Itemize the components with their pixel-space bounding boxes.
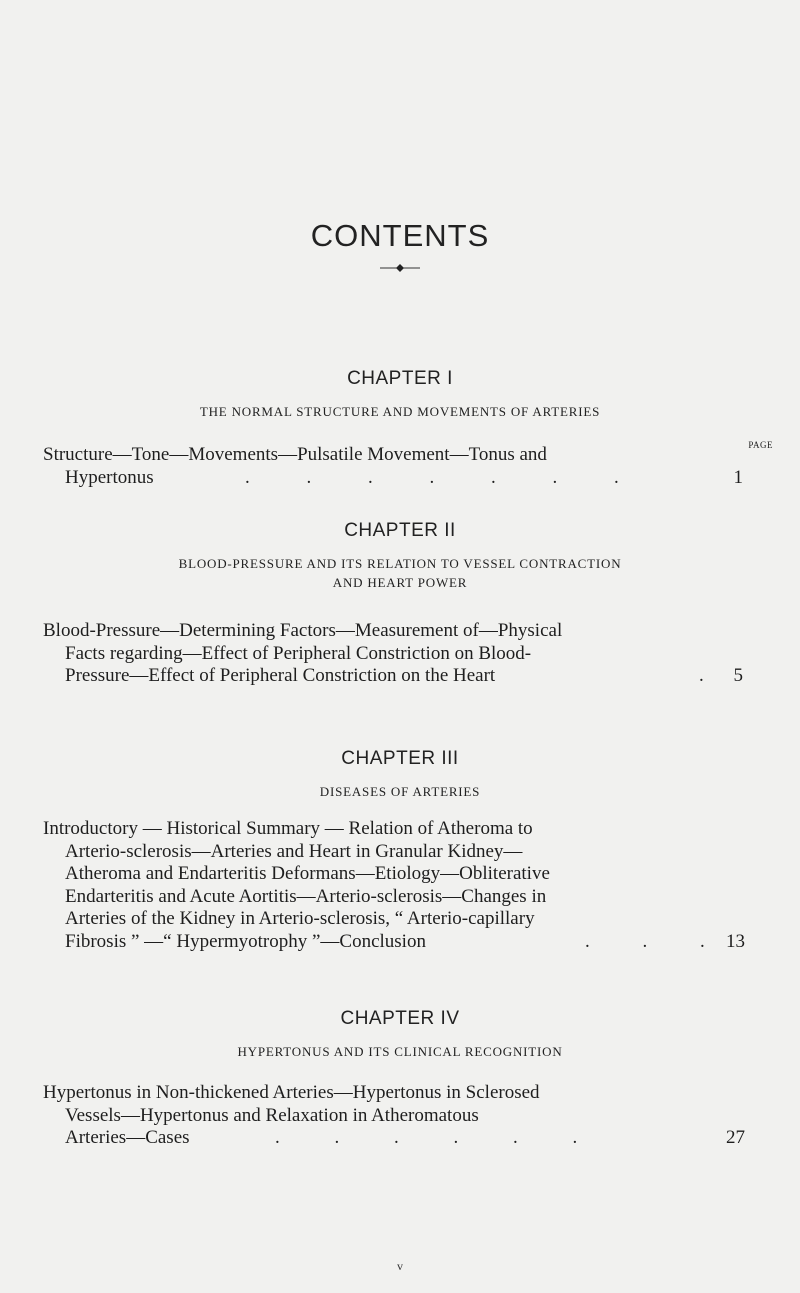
toc-entry[interactable] xyxy=(43,818,745,953)
chapter-subtitle xyxy=(0,554,800,592)
entry-line: Arteries of the Kidney in Arterio-sclerosis, “ Arterio-capillary xyxy=(65,908,535,929)
chapter-heading: CHAPTER III xyxy=(341,748,459,769)
leader-dots: . . . xyxy=(585,930,705,952)
page-number: 1 xyxy=(733,466,743,488)
entry-line xyxy=(43,665,743,688)
entry-line xyxy=(43,466,743,490)
entry-line: Endarteritis and Acute Aortitis—Arterio-sclerosis—Changes in xyxy=(65,885,547,907)
entry-line: Structure—Tone—Movements—Pulsatile Movement—Tonus and xyxy=(43,444,547,465)
entry-line-text: Hypertonus xyxy=(65,466,154,488)
diamond-ornament xyxy=(380,262,420,274)
chapter-heading: CHAPTER IV xyxy=(340,1008,460,1029)
entry-line: Vessels—Hypertonus and Relaxation in Atheromatous xyxy=(65,1104,479,1126)
folio-page-number: v xyxy=(397,1259,403,1273)
chapter-1 xyxy=(0,368,800,421)
entry-line: Blood-Pressure—Determining Factors—Measurement of—Physical xyxy=(43,620,563,641)
toc-entry[interactable] xyxy=(43,444,743,489)
subtitle-line: BLOOD-PRESSURE AND ITS RELATION TO VESSEL CONTRACTION xyxy=(178,556,622,571)
chapter-3 xyxy=(0,748,800,801)
chapter-4 xyxy=(0,1008,800,1061)
entry-line: Facts regarding—Effect of Peripheral Constriction on Blood- xyxy=(65,642,532,664)
toc-entry[interactable] xyxy=(43,1082,745,1150)
page-number: 5 xyxy=(733,665,743,686)
toc-entry[interactable] xyxy=(43,620,743,688)
leader-dots: . . . . . . . xyxy=(245,466,619,488)
page-number: 27 xyxy=(726,1127,745,1148)
chapter-2 xyxy=(0,520,800,592)
entry-line-text: Fibrosis ” —“ Hypermyotrophy ”—Conclusion xyxy=(65,930,426,952)
page-column-label: PAGE xyxy=(748,440,773,450)
leader-dots: . . . . . . xyxy=(275,1127,578,1148)
page-title: CONTENTS xyxy=(310,218,490,253)
chapter-heading: CHAPTER II xyxy=(344,520,456,541)
chapter-subtitle: THE NORMAL STRUCTURE AND MOVEMENTS OF ARTERIES xyxy=(199,404,601,419)
leader-dots: . xyxy=(699,665,704,686)
page-number: 13 xyxy=(726,930,745,952)
entry-line: Atheroma and Endarteritis Deformans—Etiology—Obliterative xyxy=(65,863,550,884)
entry-line xyxy=(43,930,745,954)
chapter-heading: CHAPTER I xyxy=(347,368,453,389)
chapter-subtitle: DISEASES OF ARTERIES xyxy=(319,784,481,799)
entry-line: Hypertonus in Non-thickened Arteries—Hypertonus in Sclerosed xyxy=(43,1082,540,1103)
subtitle-line: AND HEART POWER xyxy=(332,575,468,590)
entry-line-text: Arteries—Cases xyxy=(65,1127,190,1148)
entry-line: Arterio-sclerosis—Arteries and Heart in Granular Kidney— xyxy=(65,840,523,862)
chapter-subtitle: HYPERTONUS AND ITS CLINICAL RECOGNITION xyxy=(237,1044,563,1059)
entry-line: Introductory — Historical Summary — Relation of Atheroma to xyxy=(43,818,533,839)
entry-line-text: Pressure—Effect of Peripheral Constriction on the Heart xyxy=(65,665,496,686)
entry-line xyxy=(43,1127,745,1150)
